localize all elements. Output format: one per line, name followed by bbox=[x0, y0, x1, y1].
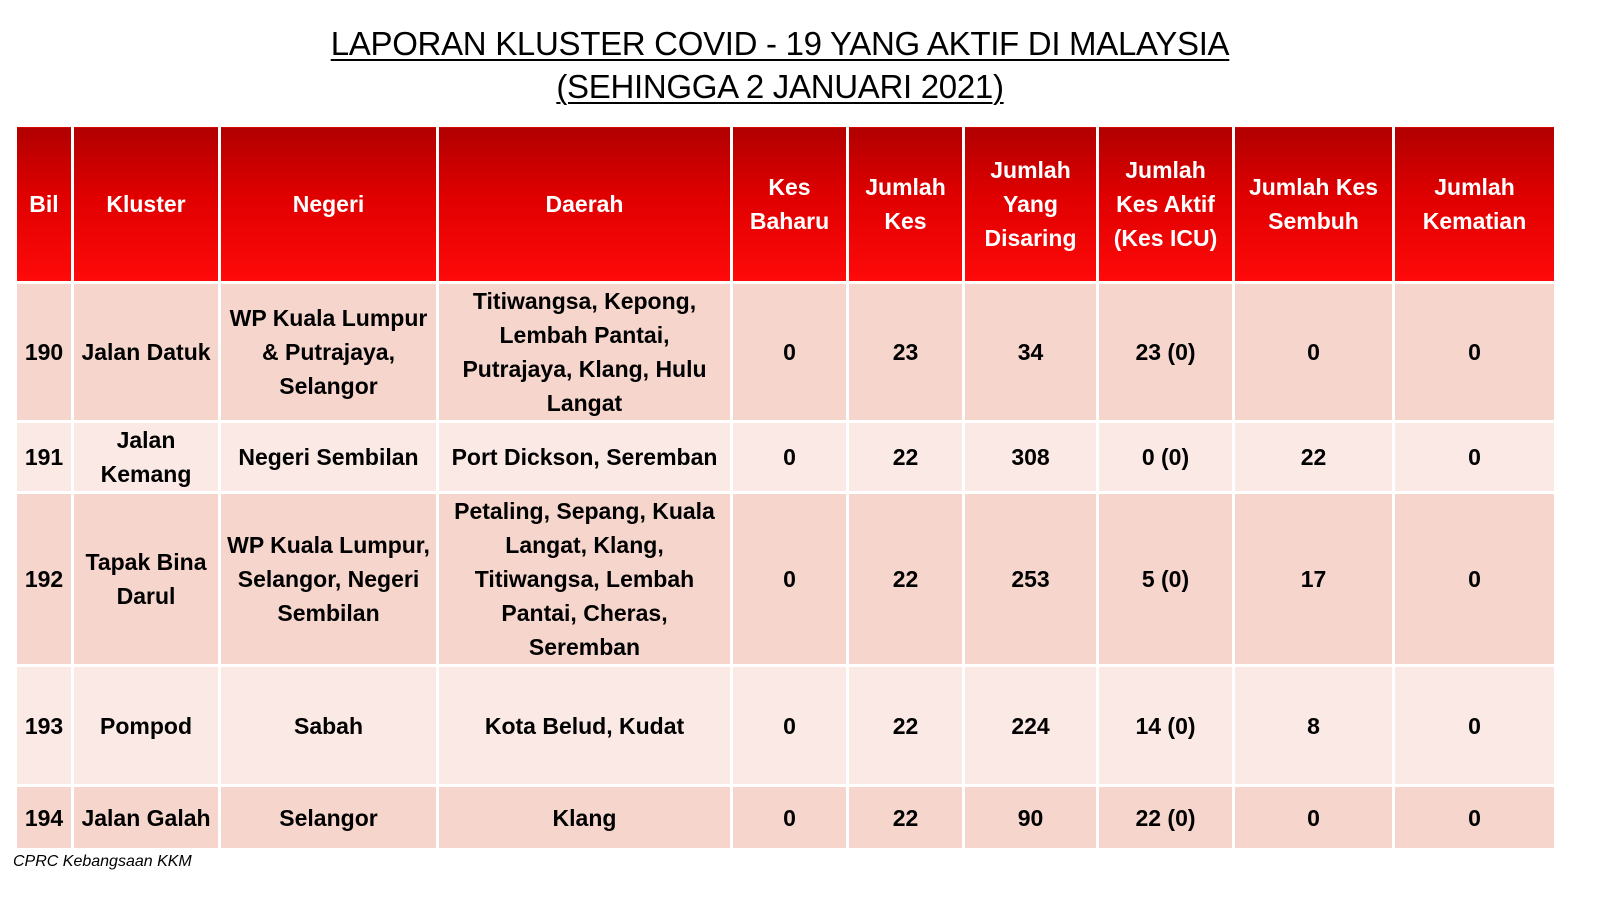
cell-jumlah-kematian: 0 bbox=[1394, 283, 1556, 422]
cell-kluster: Jalan Galah bbox=[73, 786, 220, 850]
cell-jumlah-kes: 22 bbox=[848, 493, 964, 666]
table-row bbox=[16, 422, 1556, 493]
cell-bil: 194 bbox=[16, 786, 73, 850]
cell-jumlah-disaring: 224 bbox=[964, 666, 1098, 786]
cell-negeri: Selangor bbox=[220, 786, 438, 850]
cell-kes-baharu: 0 bbox=[732, 422, 848, 493]
table-header-row bbox=[16, 126, 1556, 283]
cell-jumlah-kes-aktif: 14 (0) bbox=[1098, 666, 1234, 786]
cell-jumlah-kematian: 0 bbox=[1394, 422, 1556, 493]
title-line-1: LAPORAN KLUSTER COVID - 19 YANG AKTIF DI MALAYSIA bbox=[330, 25, 1230, 62]
cell-jumlah-kes-aktif: 22 (0) bbox=[1098, 786, 1234, 850]
report-title bbox=[0, 22, 1560, 108]
cell-daerah: Kota Belud, Kudat bbox=[438, 666, 732, 786]
header-jumlah-kes: Jumlah Kes bbox=[848, 126, 964, 283]
cell-bil: 192 bbox=[16, 493, 73, 666]
title-line-2: (SEHINGGA 2 JANUARI 2021) bbox=[556, 68, 1004, 105]
cell-daerah: Petaling, Sepang, Kuala Langat, Klang, Titiwangsa, Lembah Pantai, Cheras, Seremban bbox=[438, 493, 732, 666]
header-kes-baharu: Kes Baharu bbox=[732, 126, 848, 283]
cell-jumlah-kematian: 0 bbox=[1394, 666, 1556, 786]
table-row bbox=[16, 666, 1556, 786]
cell-jumlah-kes-sembuh: 0 bbox=[1234, 786, 1394, 850]
header-jumlah-kes-aktif: Jumlah Kes Aktif (Kes ICU) bbox=[1098, 126, 1234, 283]
cell-jumlah-disaring: 34 bbox=[964, 283, 1098, 422]
cell-kes-baharu: 0 bbox=[732, 283, 848, 422]
header-jumlah-kes-sembuh: Jumlah Kes Sembuh bbox=[1234, 126, 1394, 283]
cell-jumlah-disaring: 308 bbox=[964, 422, 1098, 493]
header-negeri: Negeri bbox=[220, 126, 438, 283]
cell-jumlah-kes: 22 bbox=[848, 666, 964, 786]
cell-jumlah-kes-sembuh: 0 bbox=[1234, 283, 1394, 422]
cell-jumlah-kes: 22 bbox=[848, 786, 964, 850]
cell-kes-baharu: 0 bbox=[732, 493, 848, 666]
cell-kes-baharu: 0 bbox=[732, 666, 848, 786]
cell-daerah: Titiwangsa, Kepong, Lembah Pantai, Putrajaya, Klang, Hulu Langat bbox=[438, 283, 732, 422]
cell-kes-baharu: 0 bbox=[732, 786, 848, 850]
cell-kluster: Pompod bbox=[73, 666, 220, 786]
cell-jumlah-kes-sembuh: 22 bbox=[1234, 422, 1394, 493]
cell-jumlah-kematian: 0 bbox=[1394, 786, 1556, 850]
cell-jumlah-kematian: 0 bbox=[1394, 493, 1556, 666]
header-jumlah-disaring: Jumlah Yang Disaring bbox=[964, 126, 1098, 283]
header-bil: Bil bbox=[16, 126, 73, 283]
header-kluster: Kluster bbox=[73, 126, 220, 283]
cell-jumlah-kes: 23 bbox=[848, 283, 964, 422]
cell-kluster: Jalan Kemang bbox=[73, 422, 220, 493]
cell-kluster: Tapak Bina Darul bbox=[73, 493, 220, 666]
header-daerah: Daerah bbox=[438, 126, 732, 283]
cluster-table bbox=[14, 124, 1557, 851]
source-footnote: CPRC Kebangsaan KKM bbox=[13, 853, 192, 870]
cell-kluster: Jalan Datuk bbox=[73, 283, 220, 422]
cell-negeri: WP Kuala Lumpur & Putrajaya, Selangor bbox=[220, 283, 438, 422]
cell-negeri: Sabah bbox=[220, 666, 438, 786]
cell-jumlah-disaring: 90 bbox=[964, 786, 1098, 850]
table-row bbox=[16, 283, 1556, 422]
table-row bbox=[16, 786, 1556, 850]
cell-daerah: Klang bbox=[438, 786, 732, 850]
cell-jumlah-kes-aktif: 5 (0) bbox=[1098, 493, 1234, 666]
cell-jumlah-kes-sembuh: 17 bbox=[1234, 493, 1394, 666]
cell-jumlah-kes-aktif: 0 (0) bbox=[1098, 422, 1234, 493]
cell-jumlah-kes-aktif: 23 (0) bbox=[1098, 283, 1234, 422]
cell-jumlah-kes: 22 bbox=[848, 422, 964, 493]
cell-daerah: Port Dickson, Seremban bbox=[438, 422, 732, 493]
cell-bil: 190 bbox=[16, 283, 73, 422]
cell-bil: 191 bbox=[16, 422, 73, 493]
cell-jumlah-kes-sembuh: 8 bbox=[1234, 666, 1394, 786]
table-row bbox=[16, 493, 1556, 666]
cell-negeri: WP Kuala Lumpur, Selangor, Negeri Sembilan bbox=[220, 493, 438, 666]
cell-jumlah-disaring: 253 bbox=[964, 493, 1098, 666]
cell-bil: 193 bbox=[16, 666, 73, 786]
header-jumlah-kematian: Jumlah Kematian bbox=[1394, 126, 1556, 283]
cell-negeri: Negeri Sembilan bbox=[220, 422, 438, 493]
